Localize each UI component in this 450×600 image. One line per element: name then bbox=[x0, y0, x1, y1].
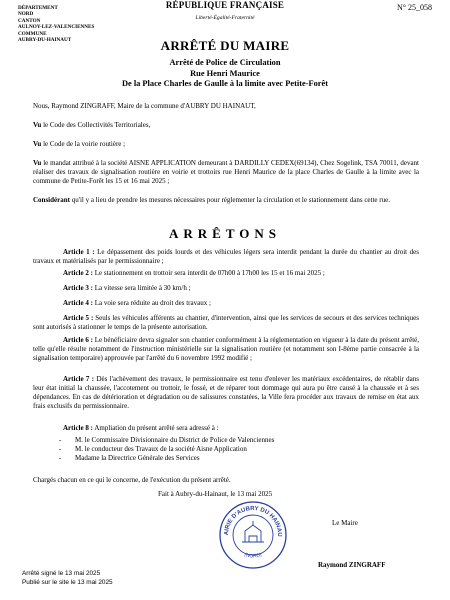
preamble-considerant bbox=[33, 196, 419, 205]
vu-text: le mandat attribué à la société AISNE APPLICATION demeurant à DARDILLY CEDEX(69134), Chez Sogelink, TSA 70011, devant réaliser des travaux de signalisation routière en voirie et trottoirs rue Henri Maurice de la place Charles de Gaulle à la limite avec la commune de Petite-Forêt les 15 et 16 mai 2025 ; bbox=[33, 159, 420, 185]
ampliation-list-block bbox=[33, 436, 419, 463]
main-title: ARRÊTÉ DU MAIRE bbox=[160, 38, 290, 53]
article-label: Article 8 : bbox=[63, 424, 93, 432]
arrete-number: N° 25_058 bbox=[397, 3, 432, 12]
svg-text:(NORD) bbox=[243, 552, 262, 560]
subtitle-1: Arrêté de Police de Circulation bbox=[169, 58, 281, 67]
article-4 bbox=[33, 299, 419, 308]
vu-label: Vu bbox=[33, 159, 42, 167]
article-5 bbox=[33, 314, 419, 332]
list-item: - M. le Commissaire Divisionnaire du District de Police de Valenciennes bbox=[75, 436, 419, 445]
dept-line: CANTON bbox=[18, 17, 41, 24]
republic-header bbox=[140, 0, 310, 21]
article-text: La vitesse sera limitée à 30 km/h ; bbox=[94, 284, 191, 292]
le-maire-label: Le Maire bbox=[332, 519, 358, 527]
list-item: - M. le conducteur des Travaux de la société Aisne Application bbox=[75, 445, 419, 454]
article-label: Article 3 : bbox=[63, 284, 93, 292]
signatory-name: Raymond ZINGRAFF bbox=[318, 561, 386, 569]
title-block bbox=[20, 38, 430, 90]
vu-label: Vu bbox=[33, 121, 42, 129]
signed-date: Arrêté signé le 13 mai 2025 bbox=[22, 570, 101, 577]
article-7 bbox=[33, 375, 419, 411]
article-6 bbox=[33, 336, 419, 363]
published-date: Publié sur le site le 13 mai 2025 bbox=[22, 579, 113, 586]
article-text: Le dépassement des poids lourds et des véhicules légers sera interdit pendant la durée du chantier au droit des travaux et matérialisés par le permissionnaire ; bbox=[33, 248, 420, 265]
article-label: Article 1 : bbox=[63, 248, 95, 256]
article-text: Ampliation du présent arrêté sera adressé à : bbox=[94, 424, 219, 432]
article-text: Le bénéficiaire devra signaler son chantier conformément à la réglementation en vigueur à la date du présent arrêté, telle qu'elle résulte notamment de l'instruction ministérielle sur la signalisation routière (et notamment son I-8ème partie consacrée à la signalisation temporaire) approuvée par l'arrêté du 6 novembre 1992 modifié ; bbox=[33, 336, 419, 362]
vu-label: Vu bbox=[33, 140, 42, 148]
article-label: Article 7 : bbox=[63, 375, 95, 383]
article-text: La voie sera réduite au droit des travaux ; bbox=[94, 299, 211, 307]
article-8 bbox=[33, 424, 419, 433]
dept-line: AUBRY-DU-HAINAUT bbox=[18, 37, 72, 44]
footer-publication bbox=[22, 569, 113, 587]
mairie-stamp bbox=[218, 500, 288, 570]
preamble-vu-1 bbox=[33, 121, 419, 130]
preamble-vu-2 bbox=[33, 140, 419, 149]
arretons-heading: ARRÊTONS bbox=[168, 226, 281, 241]
article-1 bbox=[33, 248, 419, 266]
article-label: Article 6 : bbox=[63, 336, 93, 344]
closing-text: Chargés chacun en ce qui le concerne, de l'exécution du présent arrêté. bbox=[33, 476, 231, 484]
devise: Liberté-Égalité-Fraternité bbox=[195, 15, 255, 21]
vu-text: le Code de la voirie routière ; bbox=[43, 140, 126, 148]
fait-a: Fait à Aubry-du-Hainaut, le 13 mai 2025 bbox=[158, 490, 273, 498]
subtitle-2: Rue Henri Maurice bbox=[190, 68, 260, 78]
article-text: Seuls les véhicules afférents au chantier, d'intervention, ainsi que les services de secours et des services techniques sont autorisés à stationner le temps de la présente autorisation. bbox=[33, 314, 419, 331]
preamble-nous: Nous, Raymond ZINGRAFF, Maire de la commune d'AUBRY DU HAINAUT, bbox=[33, 102, 256, 110]
stamp-bottom-text: (NORD) bbox=[243, 551, 263, 560]
list-item: - Madame la Directrice Générale des Services bbox=[75, 454, 419, 463]
subtitle-3: De la Place Charles de Gaulle à la limite avec Petite-Forêt bbox=[121, 79, 329, 89]
article-label: Article 2 : bbox=[63, 269, 93, 277]
preamble-vu-3 bbox=[33, 159, 419, 186]
article-2 bbox=[33, 269, 419, 278]
article-3 bbox=[33, 284, 419, 293]
vu-text: le Code des Collectivités Territoriales, bbox=[43, 121, 151, 129]
stamp-top-text: AIRIE D'AUBRY DU HAINAU bbox=[223, 505, 283, 537]
stamp-seal-icon bbox=[218, 500, 288, 570]
article-text: Le stationnement en trottoir sera interdit de 07h00 à 17h00 les 15 et 16 mai 2025 ; bbox=[94, 269, 325, 277]
dept-line: COMMUNE bbox=[18, 30, 47, 37]
article-label: Article 4 : bbox=[63, 299, 93, 307]
republique-title: RÉPUBLIQUE FRANÇAISE bbox=[165, 0, 285, 10]
considerant-text: qu'il y a lieu de prendre les mesures nécessaires pour réglementer la circulation et le stationnement dans cette rue. bbox=[71, 196, 390, 204]
dept-line: DÉPARTEMENT bbox=[18, 5, 58, 11]
article-label: Article 5 : bbox=[63, 314, 94, 322]
dept-line: NORD bbox=[18, 11, 34, 18]
article-text: Dès l'achèvement des travaux, le permissionnaire est tenu d'enlever les matériaux excédentaires, de rétablir dans leur état initial la chaussée, l'accotement ou trottoir, le fossé, et de réparer tout dommage qui aura pu être causé à la chaussée et à ses dépendances. En cas de détérioration et dégradation ou de salissures constatées, la Ville fera procéder aux travaux de remise en état aux frais exclusifs du permissionnaire. bbox=[33, 375, 419, 410]
considerant-label: Considérant bbox=[33, 196, 70, 204]
ampliation-list bbox=[33, 436, 419, 463]
dept-line: AULNOY-LEZ-VALENCIENNES bbox=[18, 24, 95, 31]
